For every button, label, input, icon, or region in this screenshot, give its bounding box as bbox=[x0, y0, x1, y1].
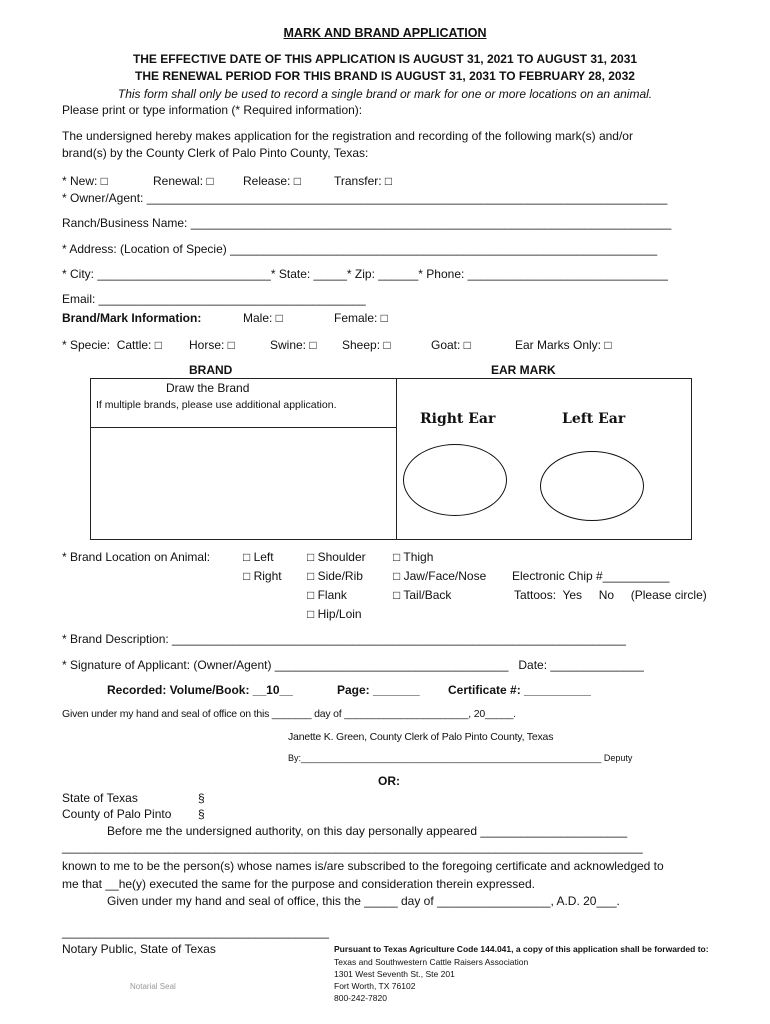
notary-before-line: Before me the undersigned authority, on this day personally appeared ______________________ bbox=[107, 824, 628, 838]
city-state-zip-phone-field[interactable]: * City: __________________________* State: _____* Zip: ______* Phone: ______________________________ bbox=[62, 267, 668, 281]
brand-description-field[interactable]: * Brand Description: ____________________________________________________________________ bbox=[62, 632, 626, 646]
forward-city: Fort Worth, TX 76102 bbox=[334, 981, 416, 991]
notarial-seal-label: Notarial Seal bbox=[130, 982, 176, 991]
transfer-checkbox[interactable]: Transfer: □ bbox=[334, 174, 393, 188]
brand-drawing-area[interactable] bbox=[91, 428, 395, 538]
cattle-checkbox[interactable]: * Specie: Cattle: □ bbox=[62, 338, 162, 352]
intro-line-2: brand(s) by the County Clerk of Palo Pinto County, Texas: bbox=[62, 146, 369, 160]
brand-location-label: * Brand Location on Animal: bbox=[62, 550, 211, 564]
or-label: OR: bbox=[378, 774, 400, 788]
female-checkbox[interactable]: Female: □ bbox=[334, 311, 388, 325]
recorded-page: Page: _______ bbox=[337, 683, 420, 697]
sheep-checkbox[interactable]: Sheep: □ bbox=[342, 338, 391, 352]
section-symbol-2: § bbox=[198, 807, 205, 821]
county-of-palo-pinto: County of Palo Pinto bbox=[62, 807, 172, 821]
new-checkbox[interactable]: * New: □ bbox=[62, 174, 108, 188]
recorded-volume: Recorded: Volume/Book: __10__ bbox=[107, 683, 293, 697]
brand-ear-divider bbox=[396, 378, 397, 539]
notary-known-line-2: me that __he(y) executed the same for the purpose and consideration therein expressed. bbox=[62, 877, 535, 891]
side-rib-checkbox[interactable]: □ Side/Rib bbox=[307, 569, 363, 583]
section-symbol-1: § bbox=[198, 791, 205, 805]
owner-field[interactable]: * Owner/Agent: ______________________________________________________________________________ bbox=[62, 191, 668, 205]
electronic-chip-field[interactable]: Electronic Chip #__________ bbox=[512, 569, 670, 583]
goat-checkbox[interactable]: Goat: □ bbox=[431, 338, 471, 352]
renewal-checkbox[interactable]: Renewal: □ bbox=[153, 174, 214, 188]
left-checkbox[interactable]: □ Left bbox=[243, 550, 274, 564]
left-ear-label: Left Ear bbox=[562, 411, 626, 427]
ear-marks-only-checkbox[interactable]: Ear Marks Only: □ bbox=[515, 338, 612, 352]
state-of-texas: State of Texas bbox=[62, 791, 138, 805]
form-note: This form shall only be used to record a single brand or mark for one or more locations on an animal. bbox=[117, 87, 653, 101]
flank-checkbox[interactable]: □ Flank bbox=[307, 588, 347, 602]
clerk-given-line: Given under my hand and seal of office on this _______ day of ______________________, 20_____. bbox=[62, 708, 516, 720]
ranch-field[interactable]: Ranch/Business Name: ________________________________________________________________________ bbox=[62, 216, 672, 230]
clerk-name: Janette K. Green, County Clerk of Palo Pinto County, Texas bbox=[288, 731, 554, 743]
tail-back-checkbox[interactable]: □ Tail/Back bbox=[393, 588, 452, 602]
jaw-face-nose-checkbox[interactable]: □ Jaw/Face/Nose bbox=[393, 569, 487, 583]
shoulder-checkbox[interactable]: □ Shoulder bbox=[307, 550, 366, 564]
recorded-certificate: Certificate #: __________ bbox=[448, 683, 591, 697]
renewal-period: THE RENEWAL PERIOD FOR THIS BRAND IS AUGUST 31, 2031 TO FEBRUARY 28, 2032 bbox=[135, 69, 635, 83]
notary-blank-line[interactable]: _______________________________________________________________________________________ bbox=[62, 840, 643, 854]
tattoos-option[interactable]: Tattoos: Yes No (Please circle) bbox=[514, 588, 707, 602]
forward-street: 1301 West Seventh St., Ste 201 bbox=[334, 969, 455, 979]
male-checkbox[interactable]: Male: □ bbox=[243, 311, 283, 325]
swine-checkbox[interactable]: Swine: □ bbox=[270, 338, 317, 352]
right-checkbox[interactable]: □ Right bbox=[243, 569, 282, 583]
thigh-checkbox[interactable]: □ Thigh bbox=[393, 550, 434, 564]
effective-date: THE EFFECTIVE DATE OF THIS APPLICATION IS AUGUST 31, 2021 TO AUGUST 31, 2031 bbox=[132, 52, 638, 66]
brand-info-label: Brand/Mark Information: bbox=[62, 311, 202, 325]
notary-given-line: Given under my hand and seal of office, this the _____ day of _________________, A.D. 20___. bbox=[107, 894, 620, 908]
notary-known-line-1: known to me to be the person(s) whose names is/are subscribed to the foregoing certificate and acknowledged to bbox=[62, 859, 664, 873]
ear-mark-header: EAR MARK bbox=[491, 363, 556, 377]
intro-line-1: The undersigned hereby makes application for the registration and recording of the following mark(s) and/or bbox=[62, 129, 633, 143]
release-checkbox[interactable]: Release: □ bbox=[243, 174, 301, 188]
left-ear-outline[interactable] bbox=[540, 451, 644, 521]
right-ear-label: Right Ear bbox=[420, 411, 496, 427]
pursuant-note: Pursuant to Texas Agriculture Code 144.041, a copy of this application shall be forwarded to: bbox=[334, 944, 709, 954]
hip-loin-checkbox[interactable]: □ Hip/Loin bbox=[307, 607, 362, 621]
brand-header: BRAND bbox=[189, 363, 233, 377]
draw-brand-label: Draw the Brand bbox=[166, 381, 250, 395]
signature-field[interactable]: * Signature of Applicant: (Owner/Agent) ___________________________________ Date: ______________ bbox=[62, 658, 644, 672]
forward-org: Texas and Southwestern Cattle Raisers Association bbox=[334, 957, 529, 967]
clerk-deputy-line: By:____________________________________________________________ Deputy bbox=[288, 753, 633, 763]
multiple-brands-note: If multiple brands, please use additional application. bbox=[96, 399, 337, 411]
forward-phone: 800-242-7820 bbox=[334, 993, 387, 1003]
right-ear-outline[interactable] bbox=[403, 444, 507, 516]
address-field[interactable]: * Address: (Location of Specie) ________________________________________________________________ bbox=[62, 242, 658, 256]
email-field[interactable]: Email: ________________________________________ bbox=[62, 292, 366, 306]
page-title: MARK AND BRAND APPLICATION bbox=[283, 26, 487, 40]
horse-checkbox[interactable]: Horse: □ bbox=[189, 338, 235, 352]
notary-signature-line[interactable]: ________________________________________ bbox=[62, 925, 329, 939]
notary-public-label: Notary Public, State of Texas bbox=[62, 942, 216, 956]
instructions: Please print or type information (* Required information): bbox=[62, 103, 363, 117]
